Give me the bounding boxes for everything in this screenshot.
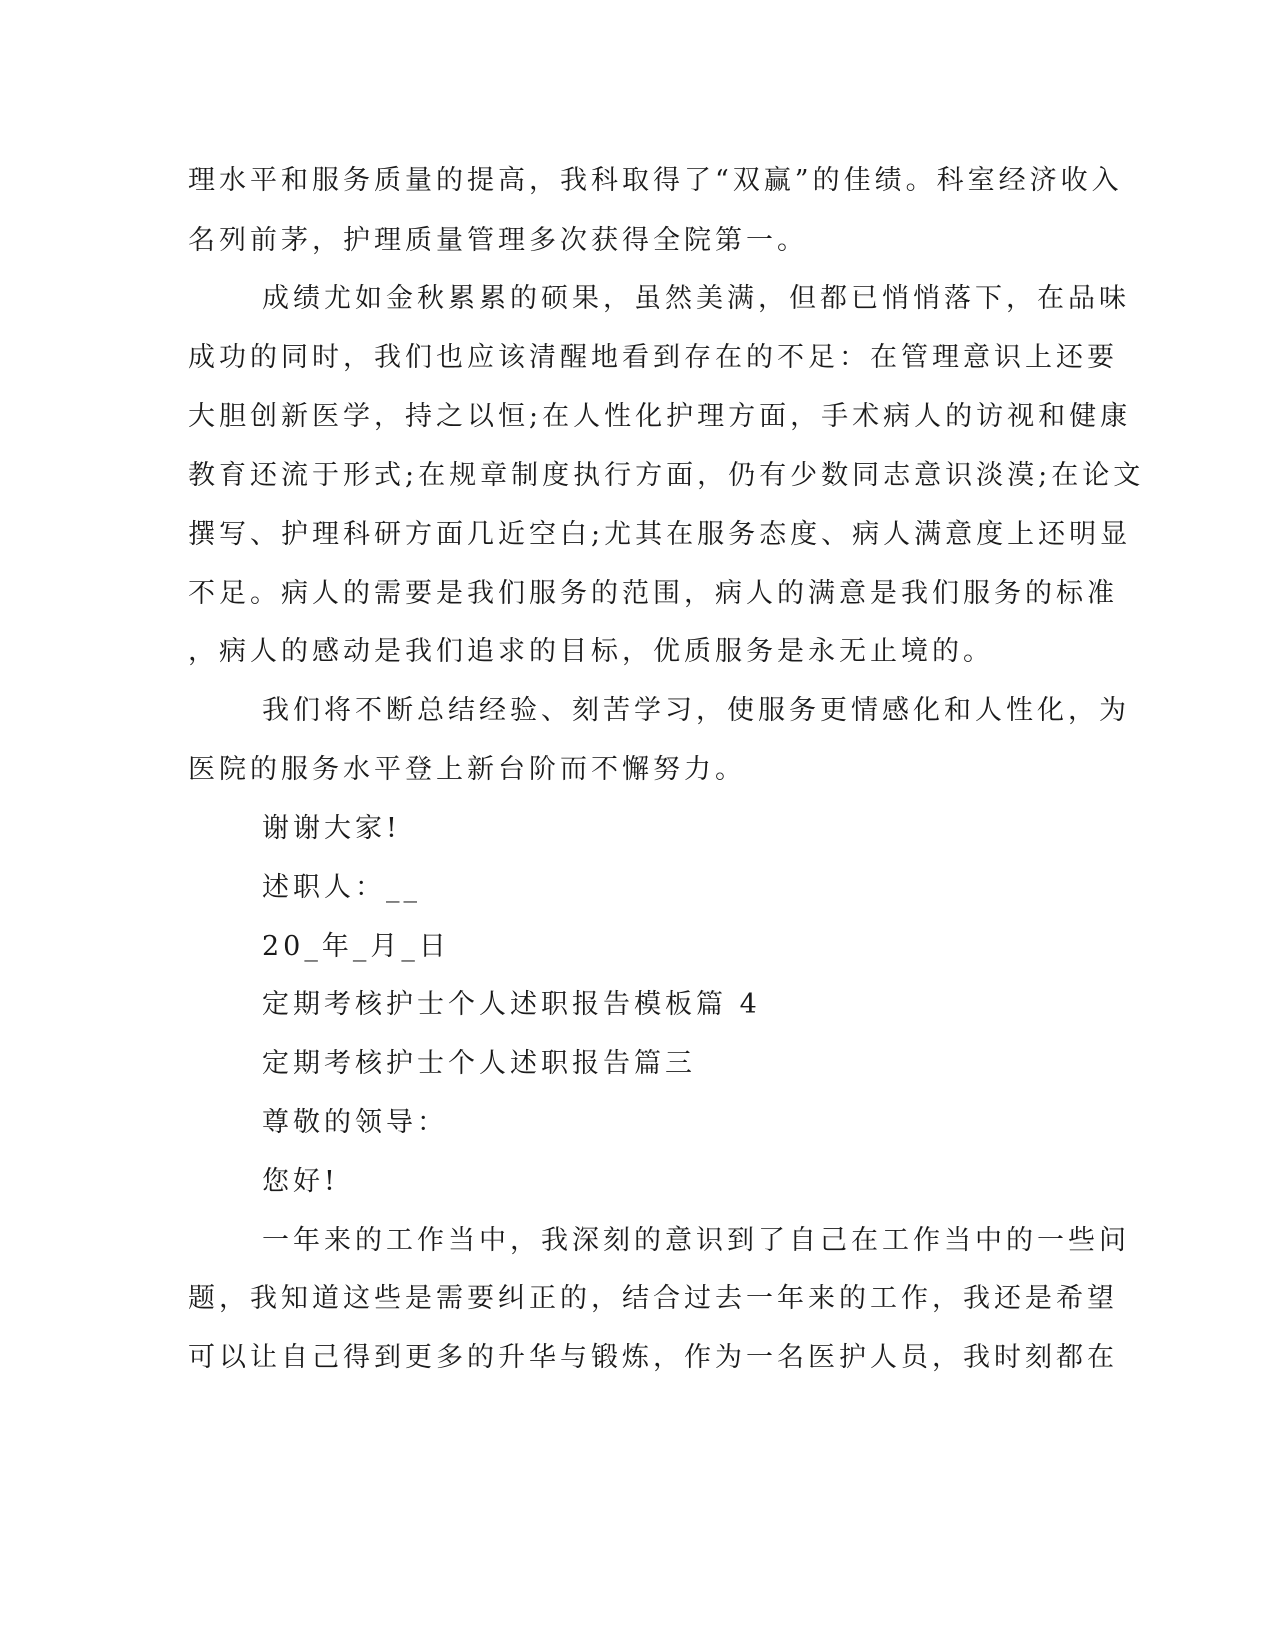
- body-text-line: 名列前茅，护理质量管理多次获得全院第一。: [188, 225, 808, 256]
- signature-line: 述职人：__: [262, 872, 421, 903]
- section-subheading: 定期考核护士个人述职报告篇三: [262, 1048, 696, 1079]
- body-text-line: 不足。病人的需要是我们服务的范围，病人的满意是我们服务的标准: [188, 578, 1118, 609]
- body-text-line: 大胆创新医学，持之以恒;在人性化护理方面，手术病人的访视和健康: [188, 401, 1132, 432]
- body-text-line: 撰写、护理科研方面几近空白;尤其在服务态度、病人满意度上还明显: [188, 519, 1132, 550]
- greeting: 您好!: [262, 1166, 339, 1197]
- closing-thanks: 谢谢大家!: [262, 813, 401, 844]
- paragraph-start-line: 成绩尤如金秋累累的硕果，虽然美满，但都已悄悄落下，在品味: [262, 283, 1130, 314]
- body-text-line: 题，我知道这些是需要纠正的，结合过去一年来的工作，我还是希望: [188, 1283, 1118, 1314]
- body-text-line: 教育还流于形式;在规章制度执行方面，仍有少数同志意识淡漠;在论文: [188, 460, 1145, 491]
- body-text-line: 成功的同时，我们也应该清醒地看到存在的不足：在管理意识上还要: [188, 342, 1118, 373]
- body-text-line: 可以让自己得到更多的升华与锻炼，作为一名医护人员，我时刻都在: [188, 1342, 1118, 1373]
- body-text-line: ，病人的感动是我们追求的目标，优质服务是永无止境的。: [188, 636, 994, 667]
- date-line: 20_年_月_日: [262, 931, 450, 962]
- salutation: 尊敬的领导：: [262, 1107, 448, 1138]
- section-heading: 定期考核护士个人述职报告模板篇 4: [262, 989, 761, 1020]
- body-text-line: 理水平和服务质量的提高，我科取得了“双赢”的佳绩。科室经济收入: [188, 165, 1123, 196]
- paragraph-start-line: 我们将不断总结经验、刻苦学习，使服务更情感化和人性化，为: [262, 695, 1130, 726]
- paragraph-start-line: 一年来的工作当中，我深刻的意识到了自己在工作当中的一些问: [262, 1225, 1130, 1256]
- body-text-line: 医院的服务水平登上新台阶而不懈努力。: [188, 754, 746, 785]
